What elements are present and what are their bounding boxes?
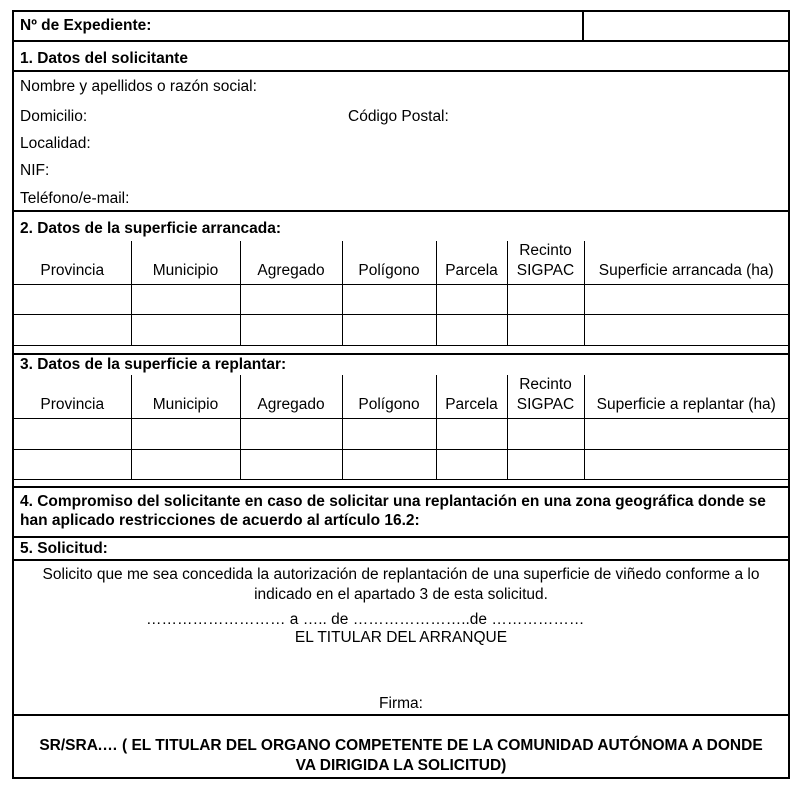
expediente-field[interactable] <box>582 12 788 40</box>
nif-label: NIF: <box>20 162 50 179</box>
footer-addressee-row <box>14 716 788 777</box>
section4-title: 4. Compromiso del solicitante en caso de solicitar una replantación en una zona geográfica donde se han aplicado restricciones de acuerdo al artículo 16.2: <box>20 493 766 529</box>
table-cell[interactable] <box>131 315 240 346</box>
section5-title: 5. Solicitud: <box>20 540 108 557</box>
section3-table <box>14 375 788 480</box>
table-cell[interactable] <box>584 285 788 315</box>
section1-title: 1. Datos del solicitante <box>20 50 188 67</box>
table-cell[interactable] <box>584 450 788 480</box>
codigo-postal-label: Código Postal: <box>348 108 449 125</box>
table-cell[interactable] <box>240 285 342 315</box>
section3-title-row <box>14 355 788 375</box>
expediente-label: Nº de Expediente: <box>20 17 152 34</box>
table-cell[interactable] <box>436 419 507 450</box>
table-cell[interactable] <box>436 450 507 480</box>
col-recinto-sigpac: Recinto SIGPAC <box>507 375 584 419</box>
section3-header-row <box>14 375 788 419</box>
table-cell[interactable] <box>507 285 584 315</box>
table-cell[interactable] <box>342 419 436 450</box>
table-row <box>14 419 788 450</box>
titular-label: EL TITULAR DEL ARRANQUE <box>294 629 508 646</box>
col-provincia: Provincia <box>14 375 131 419</box>
nombre-label: Nombre y apellidos o razón social: <box>20 78 257 95</box>
table-cell[interactable] <box>342 315 436 346</box>
section1-body <box>14 72 788 212</box>
col-agregado: Agregado <box>240 375 342 419</box>
table-cell[interactable] <box>342 450 436 480</box>
section5-title-row <box>14 538 788 561</box>
table-cell[interactable] <box>131 450 240 480</box>
date-line: ……………………… a ….. de …………………..de ……………… <box>146 611 585 628</box>
section4-row <box>14 488 788 538</box>
table-cell[interactable] <box>240 315 342 346</box>
table-cell[interactable] <box>342 285 436 315</box>
section2-title: 2. Datos de la superficie arrancada: <box>20 220 282 237</box>
section1-title-row <box>14 42 788 72</box>
col-superficie-replantar: Superficie a replantar (ha) <box>584 375 788 419</box>
table-cell[interactable] <box>584 315 788 346</box>
application-form <box>12 10 790 779</box>
section3-spacer <box>14 478 788 488</box>
col-parcela: Parcela <box>436 375 507 419</box>
col-parcela: Parcela <box>436 241 507 285</box>
table-cell[interactable] <box>507 315 584 346</box>
col-provincia: Provincia <box>14 241 131 285</box>
col-municipio: Municipio <box>131 375 240 419</box>
table-cell[interactable] <box>14 315 131 346</box>
localidad-label: Localidad: <box>20 135 91 152</box>
table-cell[interactable] <box>131 285 240 315</box>
table-cell[interactable] <box>14 419 131 450</box>
col-recinto-sigpac: Recinto SIGPAC <box>507 241 584 285</box>
firma-label: Firma: <box>379 695 423 712</box>
section2-header-row <box>14 241 788 285</box>
table-cell[interactable] <box>436 285 507 315</box>
table-cell[interactable] <box>507 450 584 480</box>
table-cell[interactable] <box>240 419 342 450</box>
table-cell[interactable] <box>584 419 788 450</box>
table-cell[interactable] <box>240 450 342 480</box>
domicilio-label: Domicilio: <box>20 108 88 125</box>
col-poligono: Polígono <box>342 241 436 285</box>
table-cell[interactable] <box>131 419 240 450</box>
section2-spacer <box>14 345 788 355</box>
col-superficie-arrancada: Superficie arrancada (ha) <box>584 241 788 285</box>
section2-table <box>14 241 788 346</box>
solicitud-text: Solicito que me sea concedida la autorización de replantación de una superficie de viñedo conforme a lo indicado en el apartado 3 de esta solicitud. <box>42 566 760 603</box>
addressee-text: SR/SRA.… ( EL TITULAR DEL ORGANO COMPETENTE DE LA COMUNIDAD AUTÓNOMA A DONDE VA DIRIGIDA LA SOLICITUD) <box>39 737 763 774</box>
table-row <box>14 285 788 315</box>
section5-body <box>14 561 788 716</box>
expediente-row <box>14 12 788 42</box>
col-municipio: Municipio <box>131 241 240 285</box>
col-agregado: Agregado <box>240 241 342 285</box>
col-poligono: Polígono <box>342 375 436 419</box>
table-cell[interactable] <box>14 450 131 480</box>
table-cell[interactable] <box>507 419 584 450</box>
telefono-label: Teléfono/e-mail: <box>20 190 130 207</box>
table-cell[interactable] <box>436 315 507 346</box>
table-row <box>14 315 788 346</box>
table-cell[interactable] <box>14 285 131 315</box>
section2-title-row <box>14 212 788 241</box>
table-row <box>14 450 788 480</box>
section3-title: 3. Datos de la superficie a replantar: <box>20 356 287 373</box>
